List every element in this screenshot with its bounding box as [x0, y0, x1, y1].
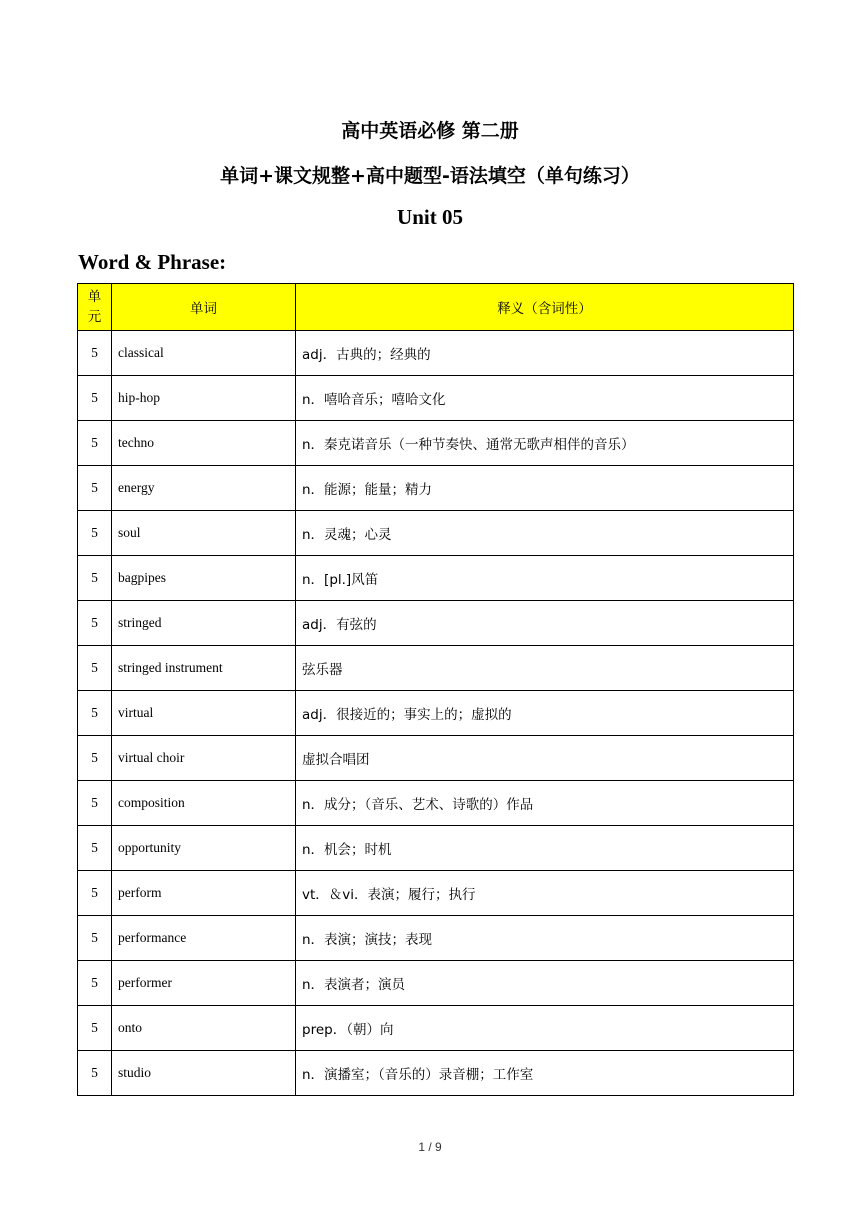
cell-unit: 5	[78, 781, 112, 826]
cell-meaning: n．嘻哈音乐；嘻哈文化	[296, 376, 794, 421]
cell-meaning: adj．很接近的；事实上的；虚拟的	[296, 691, 794, 736]
cell-meaning: n．演播室；（音乐的）录音棚；工作室	[296, 1051, 794, 1096]
vocabulary-table	[77, 283, 794, 1096]
cell-word: performance	[112, 916, 296, 961]
cell-unit: 5	[78, 736, 112, 781]
cell-meaning: n．能源；能量；精力	[296, 466, 794, 511]
cell-word: classical	[112, 331, 296, 376]
cell-word: performer	[112, 961, 296, 1006]
cell-meaning: 虚拟合唱团	[296, 736, 794, 781]
column-header-meaning: 释义（含词性）	[296, 284, 794, 331]
table-row	[78, 736, 794, 781]
cell-word: opportunity	[112, 826, 296, 871]
page-number: 1 / 9	[418, 1140, 442, 1154]
cell-word: stringed instrument	[112, 646, 296, 691]
cell-meaning: vt．＆vi．表演；履行；执行	[296, 871, 794, 916]
cell-word: perform	[112, 871, 296, 916]
table-row	[78, 376, 794, 421]
cell-word: hip-hop	[112, 376, 296, 421]
cell-word: virtual	[112, 691, 296, 736]
cell-unit: 5	[78, 331, 112, 376]
cell-unit: 5	[78, 916, 112, 961]
cell-word: energy	[112, 466, 296, 511]
cell-unit: 5	[78, 871, 112, 916]
cell-word: composition	[112, 781, 296, 826]
cell-meaning: adj．古典的；经典的	[296, 331, 794, 376]
cell-unit: 5	[78, 466, 112, 511]
cell-word: stringed	[112, 601, 296, 646]
table-row	[78, 421, 794, 466]
cell-word: techno	[112, 421, 296, 466]
cell-unit: 5	[78, 601, 112, 646]
table-row	[78, 511, 794, 556]
table-row	[78, 1051, 794, 1096]
table-header-row	[78, 284, 794, 331]
cell-meaning: n．机会；时机	[296, 826, 794, 871]
table-row	[78, 646, 794, 691]
cell-word: soul	[112, 511, 296, 556]
cell-meaning: 弦乐器	[296, 646, 794, 691]
cell-unit: 5	[78, 961, 112, 1006]
cell-unit: 5	[78, 691, 112, 736]
table-row	[78, 1006, 794, 1051]
column-header-unit: 单元	[78, 284, 112, 331]
table-row	[78, 466, 794, 511]
cell-meaning: n．秦克诺音乐（一种节奏快、通常无歌声相伴的音乐）	[296, 421, 794, 466]
cell-word: studio	[112, 1051, 296, 1096]
table-row	[78, 961, 794, 1006]
cell-word: virtual choir	[112, 736, 296, 781]
cell-meaning: n．表演；演技；表现	[296, 916, 794, 961]
table-row	[78, 331, 794, 376]
section-heading: Word & Phrase:	[78, 250, 227, 274]
cell-word: bagpipes	[112, 556, 296, 601]
table-row	[78, 916, 794, 961]
cell-unit: 5	[78, 376, 112, 421]
cell-meaning: n．灵魂；心灵	[296, 511, 794, 556]
unit-heading: Unit 05	[397, 205, 463, 229]
cell-unit: 5	[78, 826, 112, 871]
table-row	[78, 781, 794, 826]
table-row	[78, 826, 794, 871]
table-row	[78, 871, 794, 916]
table-row	[78, 556, 794, 601]
cell-unit: 5	[78, 511, 112, 556]
cell-unit: 5	[78, 556, 112, 601]
cell-meaning: n．[pl.]风笛	[296, 556, 794, 601]
table-row	[78, 691, 794, 736]
cell-meaning: adj．有弦的	[296, 601, 794, 646]
cell-unit: 5	[78, 646, 112, 691]
table-body	[78, 331, 794, 1096]
table-row	[78, 601, 794, 646]
cell-meaning: n．成分；（音乐、艺术、诗歌的）作品	[296, 781, 794, 826]
document-title: 高中英语必修 第二册	[341, 120, 519, 142]
cell-unit: 5	[78, 1006, 112, 1051]
cell-word: onto	[112, 1006, 296, 1051]
cell-unit: 5	[78, 421, 112, 466]
cell-meaning: prep．（朝）向	[296, 1006, 794, 1051]
cell-meaning: n．表演者；演员	[296, 961, 794, 1006]
document-subtitle: 单词+课文规整+高中题型-语法填空（单句练习）	[220, 165, 640, 187]
cell-unit: 5	[78, 1051, 112, 1096]
column-header-word: 单词	[112, 284, 296, 331]
